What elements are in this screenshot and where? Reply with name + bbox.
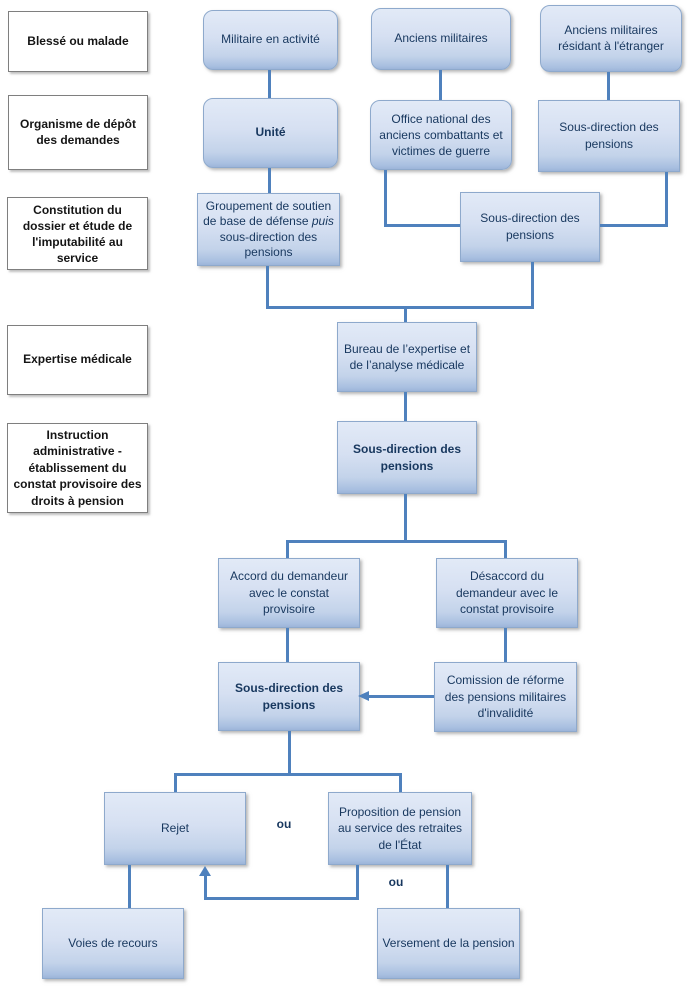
node-accord-demandeur <box>218 558 360 628</box>
node-sous-direction-pensions-haut-droite <box>538 100 680 172</box>
connector-sousdirection-hd-v <box>665 172 668 227</box>
node-label: Comission de réforme des pensions militaires d'invalidité <box>444 673 567 721</box>
row-label-text: Organisme de dépôt des demandes <box>19 117 137 147</box>
node-label: Groupement de soutien de base de défense puis sous-direction des pensions <box>203 198 334 259</box>
connector-outcome-proposition <box>399 773 402 792</box>
connector-sousdirection-split-v <box>404 494 407 543</box>
row-label-instruction-administrative <box>7 423 148 513</box>
connector-proposition-versement <box>446 865 449 908</box>
connector-retour-rejet-v <box>204 876 207 900</box>
row-label-text: Instruction administrative - établissement du constat provisoire des droits à pension <box>13 427 142 508</box>
node-label: Désaccord du demandeur avec le constat provisoire <box>455 569 559 617</box>
connector-outcome-horizontal <box>174 773 402 776</box>
node-label: Sous-direction des pensions <box>559 120 659 151</box>
node-label: Anciens militaires <box>394 31 488 46</box>
connector-office-sousdirection-h <box>384 224 460 227</box>
node-label: Accord du demandeur avec le constat provisoire <box>229 569 349 617</box>
node-bureau-expertise <box>337 322 477 392</box>
node-groupement-soutien <box>197 193 340 266</box>
node-anciens-militaires-etranger <box>540 5 682 72</box>
node-label: Unité <box>255 125 286 140</box>
node-label: Anciens militaires résidant à l'étranger <box>558 23 664 53</box>
connector-accord-sousdirection <box>286 628 289 662</box>
node-label: Office national des anciens combattants et victimes de guerre <box>379 112 503 158</box>
connector-comission-sousdirection <box>369 695 434 698</box>
ou-label-proposition-versement: ou <box>388 875 404 889</box>
connector-desaccord-comission <box>504 628 507 662</box>
node-label: Sous-direction des pensions <box>480 211 580 242</box>
node-label: Bureau de l’expertise et de l’analyse médicale <box>343 341 471 372</box>
node-label: Militaire en activité <box>221 32 320 47</box>
connector-decision-split-v <box>288 731 291 776</box>
node-comission-reforme <box>434 662 577 732</box>
connector-split-horizontal <box>286 540 507 543</box>
node-unite <box>203 98 338 168</box>
ou-label-rejet-proposition: ou <box>276 817 292 831</box>
row-label-constitution-dossier <box>7 197 148 270</box>
row-label-text: Blessé ou malade <box>27 33 129 48</box>
node-versement-pension <box>377 908 520 979</box>
row-label-blesse-ou-malade <box>8 11 148 72</box>
node-label: Sous-direction des pensions <box>234 680 344 712</box>
node-sous-direction-pensions-depot <box>460 192 600 262</box>
node-militaire-en-activite <box>203 10 338 70</box>
node-label: Rejet <box>160 820 189 835</box>
connector-bus-horizontal <box>266 306 534 309</box>
connector-retour-horizontal <box>204 897 359 900</box>
connector-office-sousdirection-v <box>384 170 387 227</box>
node-voies-de-recours <box>42 908 184 979</box>
connector-sousdirection-hd-h <box>600 224 668 227</box>
node-label: Sous-direction des pensions <box>352 441 462 473</box>
node-desaccord-demandeur <box>436 558 578 628</box>
node-rejet <box>104 792 246 865</box>
connector-rejet-voies <box>128 865 131 908</box>
arrowhead-up-icon <box>199 866 211 876</box>
connector-militaire-unite <box>268 70 271 98</box>
node-office-national <box>370 100 512 170</box>
node-sous-direction-pensions-instruction <box>337 421 477 494</box>
connector-outcome-rejet <box>174 773 177 792</box>
node-label: Proposition de pension au service des retraites de l'État <box>337 804 463 852</box>
arrowhead-left-icon <box>358 691 369 701</box>
node-anciens-militaires <box>371 8 511 70</box>
row-label-organisme-depot <box>8 95 148 170</box>
node-label: Versement de la pension <box>382 936 515 951</box>
row-label-text: Expertise médicale <box>23 352 132 367</box>
node-sous-direction-pensions-decision <box>218 662 360 731</box>
connector-bus-bureau <box>404 306 407 322</box>
connector-unite-groupement <box>268 168 271 193</box>
node-label: Voies de recours <box>68 935 158 950</box>
row-label-expertise-medicale <box>7 325 148 395</box>
row-label-text: Constitution du dossier et étude de l'imputabilité au service <box>22 202 133 265</box>
connector-split-accord <box>286 540 289 558</box>
connector-groupement-bus-v <box>266 266 269 309</box>
connector-etranger-sousdirection <box>607 72 610 100</box>
connector-proposition-retour-v <box>356 865 359 900</box>
connector-split-desaccord <box>504 540 507 558</box>
connector-bureau-sousdirection <box>404 392 407 421</box>
connector-sousdirection-bus-v <box>531 262 534 309</box>
connector-anciens-office <box>439 70 442 100</box>
node-proposition-pension <box>328 792 472 865</box>
